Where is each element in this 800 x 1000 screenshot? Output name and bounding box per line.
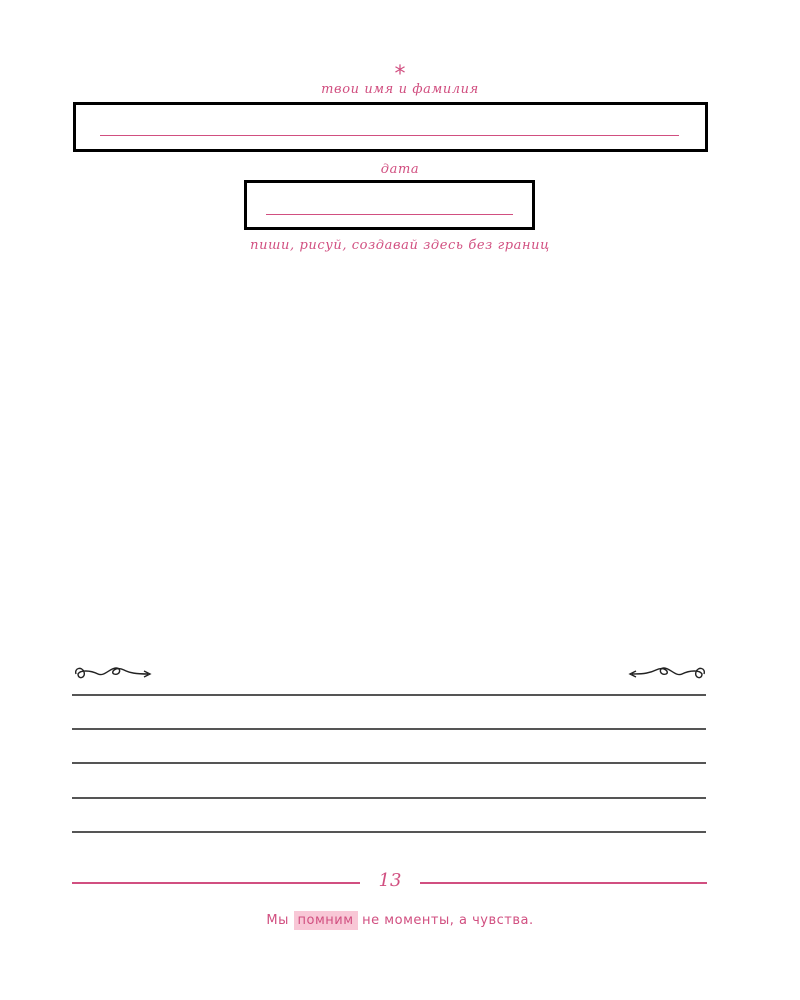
name-field[interactable]: [73, 102, 708, 152]
quote-end: не моменты, а чувства.: [362, 913, 534, 928]
writing-line[interactable]: [72, 831, 706, 833]
date-field[interactable]: [244, 180, 535, 230]
prompt-label: пиши, рисуй, создавай здесь без границ: [250, 238, 550, 253]
date-underline: [266, 214, 513, 215]
page-number-rule-left: [72, 882, 360, 884]
page-number-rule-right: [420, 882, 707, 884]
writing-line[interactable]: [72, 694, 706, 696]
writing-line[interactable]: [72, 762, 706, 764]
name-underline: [100, 135, 679, 136]
name-label: твои имя и фамилия: [321, 82, 479, 97]
writing-line[interactable]: [72, 728, 706, 730]
page-number: 13: [378, 870, 402, 891]
quote-highlight: помним: [294, 911, 358, 930]
writing-line[interactable]: [72, 797, 706, 799]
flourish-right-icon: [626, 662, 708, 684]
footer-quote: [0, 913, 800, 928]
date-label: дата: [380, 162, 420, 177]
quote-start: Мы: [266, 913, 289, 928]
flourish-left-icon: [72, 662, 154, 684]
star-ornament: *: [394, 62, 406, 87]
